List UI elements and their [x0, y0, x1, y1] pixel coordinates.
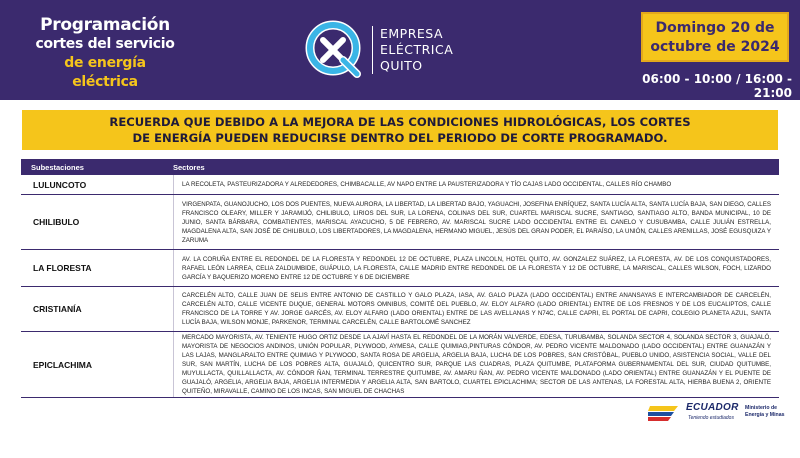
substation-name: CHILIBULO — [33, 217, 80, 227]
page-title — [30, 16, 180, 92]
date-badge — [641, 12, 789, 62]
outage-table — [21, 159, 779, 398]
government-slogan: Teniendo estudiados — [688, 415, 734, 421]
government-logo — [648, 398, 788, 434]
substation-name: LULUNCOTO — [33, 179, 87, 190]
company-name-line-1: EMPRESA — [380, 26, 444, 41]
notice-line-2: DE ENERGÍA PUEDEN REDUCIRSE DENTRO DEL PERIODO DE CORTE PROGRAMADO. — [132, 131, 668, 145]
title-line-2: cortes del servicio — [35, 36, 175, 52]
ecuador-flag-icon — [648, 402, 688, 424]
table-row — [21, 332, 779, 398]
sectors-text: MERCADO MAYORISTA, AV. TENIENTE HUGO ORTIZ DESDE LA AJAVÍ HASTA EL REDONDEL DE LA MORÁN VALVERDE, EDESA, TURUBAMBA, SOLANDA SECTOR 4, SOLANDA SECTOR 3, GUAJALÓ, MAYORISTA DE NEGOCIOS ANDINOS, UNIÓN POPULAR, PLYWOOD, AYMESA, CALLE QUIMIAG,PINTURAS CÓNDOR, AV. PEDRO VICENTE MALDONADO (LADO OCCIDENTAL) ENTRE GUANAZÁN Y LAS LAJAS, MANGLARALTO ENTRE QUIMIAG Y PLYWOOD, SANTA ROSA DE ARGELIA, ARGELIA BAJA, LUCHA DE LOS POBRES, SAN CRISTÓBAL, PUEBLO UNIDO, ASISTENCIA SOCIAL, VALLE DEL SUR, SAN MARTÍN, LUCHA DE LOS POBRES ALTA, GUAJALÓ, QUICENTRO SUR, PARQUE LAS CUADRAS, PLAZA QUITUMBE, PLATAFORMA GUBERNAMENTAL DEL SUR, CIUDAD QUITUMBE, MUYULLACTA, QUILLALLACTA, AV. CÓNDOR ÑAN, TERMINAL TERRESTRE QUITUMBE, AV. AMARU ÑAN, AV. PEDRO VICENTE MALDONADO (LADO ORIENTAL) ENTRE GUANAZÁN Y EL PUENTE DE GUAJALÓ, ARGELIA, ARGELIA BAJA, ARGELIA INTERMEDIA Y ARGELIA ALTA, SAN BARTOLO, CUARTEL EPICLACHIMA; SECTOR DE LAS ANTENAS, LA FORESTAL ALTA, HIERBA BUENA 2, ORIENTE QUITEÑO, MIRAVALLE, CAMINO DE LOS INCAS, SAN MIGUEL DE CHACHAS — [173, 332, 779, 397]
country-name: ECUADOR — [686, 402, 739, 413]
sectors-text: LA RECOLETA, PASTEURIZADORA Y ALREDEDORES, CHIMBACALLE, AV NAPO ENTRE LA PAUSTERIZADORA Y TÍO CAJAS LADO OCCIDENTAL, CALLES RÍO CHAMBO — [173, 175, 779, 194]
company-name — [380, 26, 453, 74]
time-range: 06:00 - 10:00 / 16:00 - 21:00 — [642, 72, 792, 100]
eeq-logo-icon — [305, 20, 365, 80]
table-row — [21, 175, 779, 195]
ministry-line-2: Energía y Minas — [745, 412, 785, 418]
header-substations: Subestaciones — [31, 162, 84, 172]
sectors-text: CARCELÉN ALTO, CALLE JUAN DE SELIS ENTRE ANTONIO DE CASTILLO Y GALO PLAZA, IASA, AV. GALO PLAZA (LADO OCCIDENTAL) ENTRE ANANSAYAS E INTERCAMBIADOR DE CARCELÉN, CARCELÉN ALTO, CALLE VICENTE DUQUE, GENERAL MOTORS OMNIBUS, COMITÉ DEL PUEBLO, AV. ELOY ALFARO (LADO ORIENTAL) ENTRE DE LOS FRESNOS Y DE LOS EUCALIPTOS, CALLE FRANCISCO DE LA TORRE Y AV. JORGE GARCÉS, AV. ELOY ALFARO (LADO ORIENTAL) ENTRE DE LAS AVELLANAS Y N74C, CALLE CAPRI, EL PORTAL DE CAPRI, COLEGIO PLANETA AZUL, SANTA LUCÍA BAJA, WILSON MONJE, PARKENOR, TERMINAL CARCELÉN, CALLE BARTOLOMÉ SANCHEZ — [173, 287, 779, 331]
table-row — [21, 250, 779, 287]
table-row — [21, 287, 779, 332]
substation-name: EPICLACHIMA — [33, 359, 93, 370]
logo-divider — [372, 26, 373, 74]
notice-line-1: RECUERDA QUE DEBIDO A LA MEJORA DE LAS CONDICIONES HIDROLÓGICAS, LOS CORTES — [109, 115, 691, 129]
header-sectors: Sectores — [173, 162, 205, 172]
table-header — [21, 159, 779, 175]
company-logo — [305, 20, 475, 80]
company-name-line-2: ELÉCTRICA — [380, 42, 454, 57]
ministry-name — [745, 405, 790, 419]
table-row — [21, 195, 779, 250]
company-name-line-3: QUITO — [380, 58, 423, 73]
header-banner — [0, 0, 800, 100]
sectors-text: AV. LA CORUÑA ENTRE EL REDONDEL DE LA FLORESTA Y REDONDEL 12 DE OCTUBRE, PLAZA LINCOLN, HOTEL QUITO, AV. GONZALEZ SUÁREZ, LA FLORESTA, AV. DE LOS CONQUISTADORES, RAFAEL LEÓN LARREA, CELIA ZALDUMBIDE, GUÁPULO, LA FLORESTA, CALLE MADRID ENTRE REDONDEL DE LA FLORESTA Y 12 DE OCTUBRE, LA MARISCAL, CALLES WILSON, FOCH, LIZARDO GARCÍA Y BAQUERIZO MORENO ENTRE 12 DE OCTUBRE Y 6 DE DICIEMBRE — [173, 250, 779, 286]
title-line-1: Programación — [40, 15, 170, 35]
date-line-2: octubre de 2024 — [650, 39, 780, 55]
title-line-3: de energía eléctrica — [64, 55, 146, 90]
substation-name: CRISTIANÍA — [33, 304, 82, 314]
substation-name: LA FLORESTA — [33, 263, 92, 273]
date-line-1: Domingo 20 de — [655, 20, 775, 36]
sectors-text: VIRGENPATA, GUANOJUCHO, LOS DOS PUENTES, NUEVA AURORA, LA LIBERTAD, LA LIBERTAD BAJO, YAGUACHI, JOSEFINA ENRÍQUEZ, SANTA LUCÍA ALTA, SANTA LUCÍA BAJA, SAN DIEGO, CALLES FRANCISCO OLEARY, MILLER Y JARAMIJÓ, CHILIBULO, LIRIOS DEL SUR, LA LORENA, COLINAS DEL SUR, CUARTEL MARISCAL SUCRE, SANTIAGO, SANTIAGO ALTO, BANDA MUNICIPAL, 10 DE JUNIO, SANTA BÁRBARA, COMBATIENTES, MARISCAL AYACUCHO, 5 DE FEBRERO, AV. MARISCAL SUCRE LADO OCCIDENTAL ENTRE EL CANELO Y CUSUBAMBA, CALLE JULIÁN ESTRELLA, MAGDALENA ALTA, SAN JOSÉ DE CHILIBULO, LOS LIBERTADORES, LA MAGDALENA, HERMANO MIGUEL, JESÚS DEL GRAN PODER, EL PARAÍSO, LA UNIÓN, CALLES ARENILLAS, JOSÉ EGUSQUIZA Y ZARUMA — [173, 195, 779, 249]
ministry-line-1: Ministerio de — [745, 405, 777, 411]
notice-banner — [22, 110, 778, 150]
